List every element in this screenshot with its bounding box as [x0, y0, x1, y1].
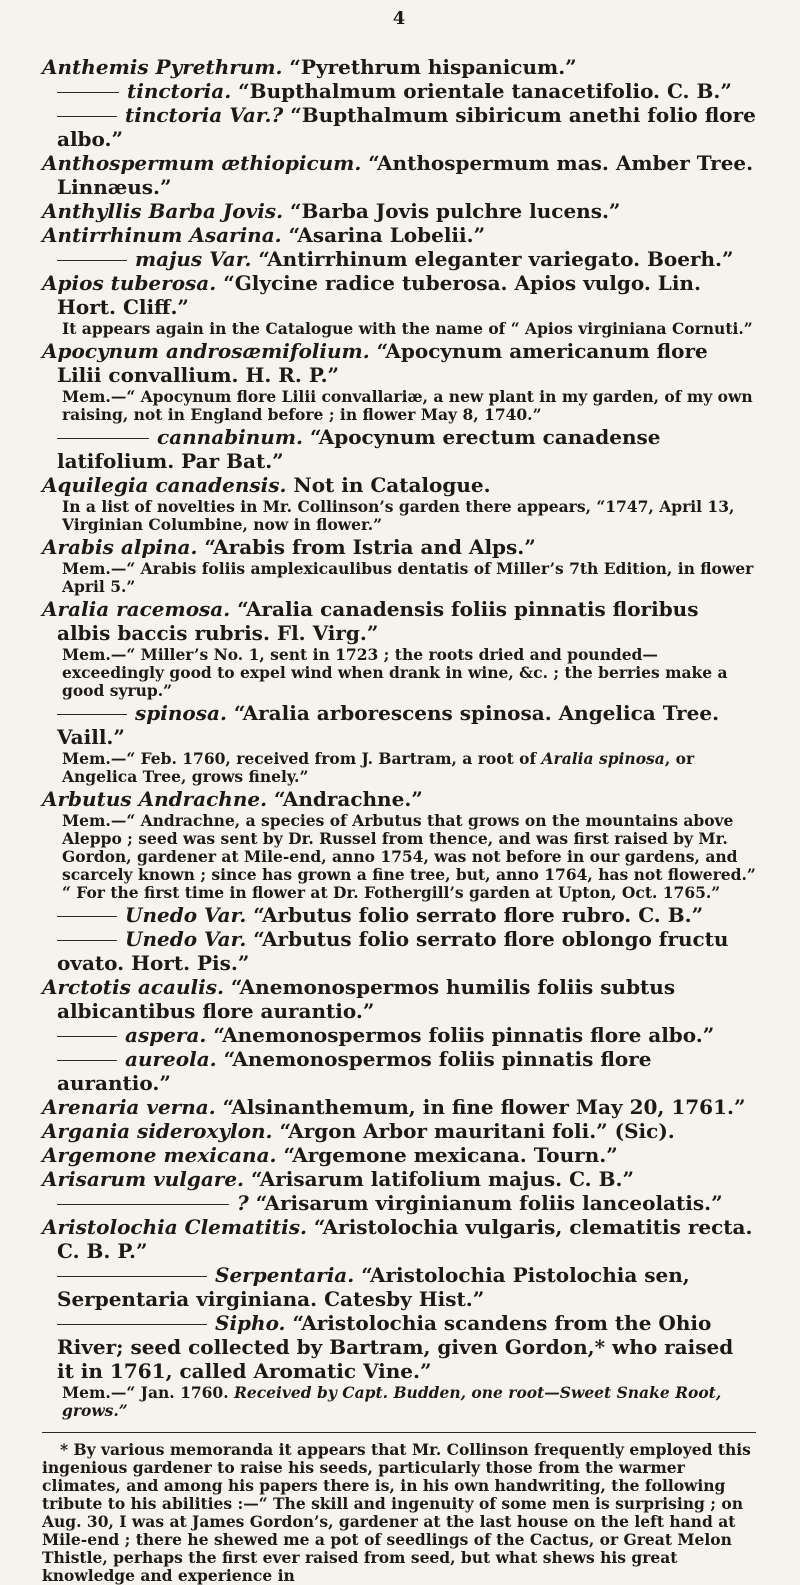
entry-text: “Barba Jovis pulchre lucens.” [290, 199, 621, 223]
entry-name: Argania sideroxylon. [42, 1119, 273, 1143]
entry-text: “Aristolochia vulgaris, clematitis recta. C. B. P.” [57, 1215, 753, 1263]
entry-name: Unedo Var. [57, 927, 246, 951]
entry-text: “Aristolochia scandens from the Ohio River; seed collected by Bartram, given Gordon,* who raised it in 1761, called Aromatic Vine.” [57, 1311, 734, 1383]
entry [42, 927, 756, 975]
entry [42, 1095, 756, 1119]
entry-text: “Argon Arbor mauritani foli.” (Sic). [279, 1119, 675, 1143]
entry-text: “Anthospermum mas. Amber Tree. Linnæus.” [57, 151, 754, 199]
memorandum: Mem.—“ Arabis foliis amplexicaulibus dentatis of Miller’s 7th Edition, in flower April 5.” [62, 559, 754, 596]
memo-italic: Aralia spinosa [541, 749, 665, 768]
memo-italic: Received by Capt. Budden, one root—Sweet Snake Root, grows.” [62, 1383, 722, 1420]
entry [42, 1047, 756, 1095]
memorandum [62, 1384, 756, 1420]
entry-name: aureola. [57, 1047, 217, 1071]
entry-name: Arctotis acaulis. [42, 975, 224, 999]
entry-name: Argemone mexicana. [42, 1143, 277, 1167]
entry-name: majus Var. [57, 247, 251, 271]
memo-text: Mem.—“ Feb. 1760, received from J. Bartram, a root of [62, 749, 542, 768]
entry-text: Not in Catalogue. [293, 473, 491, 497]
entry-name: Apios tuberosa. [42, 271, 217, 295]
entry [42, 1119, 756, 1143]
entry-name: Aquilegia canadensis. [42, 473, 287, 497]
entry [42, 247, 756, 271]
entry-name: Apocynum androsæmifolium. [42, 339, 370, 363]
entry-name: cannabinum. [57, 425, 303, 449]
entry-text: “Antirrhinum eleganter variegato. Boerh.” [258, 247, 734, 271]
memorandum: Mem.—“ Miller’s No. 1, sent in 1723 ; the roots dried and pounded—exceedingly good to expel wind when drank in wine, &c. ; the berries make a good syrup.” [62, 645, 728, 700]
entry [42, 787, 756, 811]
footnote: * By various memoranda it appears that Mr. Collinson frequently employed this ingenious gardener to raise his seeds, particularly those from the warmer climates, and among his papers there is, in his own handwriting, the following tribute to his abilities :—“ The skill and ingenuity of some men is surprising ; on Aug. 30, I was at James Gordon’s, gardener at the last house on the left hand at Mile-end ; there he shewed me a pot of seedlings of the Cactus, or Great Melon Thistle, perhaps the first ever raised from seed, but what shews his great knowledge and experience in [42, 1440, 751, 1585]
entry-name: spinosa. [57, 701, 227, 725]
entry [42, 1263, 756, 1311]
entry-name: Sipho. [57, 1311, 286, 1335]
entry-text: “Andrachne.” [274, 787, 423, 811]
entry [42, 1215, 756, 1263]
entry-text: “Anemonospermos humilis foliis subtus albicantibus flore aurantio.” [57, 975, 676, 1023]
entry-name: tinctoria Var.? [57, 103, 283, 127]
entry-text: “Anemonospermos foliis pinnatis flore albo.” [213, 1023, 715, 1047]
entry [42, 473, 756, 497]
entry [42, 701, 756, 749]
entry [42, 1143, 756, 1167]
entry-name: Serpentaria. [57, 1263, 354, 1287]
entry-text: “Anemonospermos foliis pinnatis flore aurantio.” [57, 1047, 652, 1095]
entry-text: “Glycine radice tuberosa. Apios vulgo. Lin. Hort. Cliff.” [57, 271, 701, 319]
entry [42, 1191, 756, 1215]
entry-name: ? [57, 1191, 249, 1215]
entry-text: “Apocynum erectum canadense latifolium. Par Bat.” [57, 425, 661, 473]
entry [42, 79, 756, 103]
entry-name: Unedo Var. [57, 903, 246, 927]
entry-name: Anthospermum æthiopicum. [42, 151, 362, 175]
entry [42, 1023, 756, 1047]
entry-text: “Aristolochia Pistolochia sen, Serpentaria virginiana. Catesby Hist.” [57, 1263, 690, 1311]
entry [42, 535, 756, 559]
entry [42, 199, 756, 223]
entry [42, 151, 756, 199]
entry-name: Anthemis Pyrethrum. [42, 55, 283, 79]
entry [42, 597, 756, 645]
entry-text: “Apocynum americanum flore Lilii convallium. H. R. P.” [57, 339, 708, 387]
entry-text: “Asarina Lobelii.” [288, 223, 486, 247]
entry-text: “Pyrethrum hispanicum.” [289, 55, 577, 79]
entry-name: Arenaria verna. [42, 1095, 216, 1119]
entry [42, 55, 756, 79]
entry-text: “Arisarum latifolium majus. C. B.” [250, 1167, 634, 1191]
memo-text: Mem.—“ Jan. 1760. [62, 1383, 234, 1402]
entry-name: Arabis alpina. [42, 535, 198, 559]
entry-name: Arbutus Andrachne. [42, 787, 268, 811]
memorandum [62, 750, 756, 786]
entry-text: “Aralia canadensis foliis pinnatis floribus albis baccis rubris. Fl. Virg.” [57, 597, 699, 645]
entry [42, 1311, 756, 1383]
entry-text: “Argemone mexicana. Tourn.” [283, 1143, 618, 1167]
entry [42, 903, 756, 927]
memorandum: Mem.—“ Apocynum flore Lilii convallariæ, a new plant in my garden, of my own raising, not in England before ; in flower May 8, 1740.” [62, 387, 753, 424]
entry-text: “Bupthalmum sibiricum anethi folio flore albo.” [57, 103, 756, 151]
entry-text: “Arbutus folio serrato flore rubro. C. B.” [253, 903, 704, 927]
entry-text: “Alsinanthemum, in fine flower May 20, 1761.” [222, 1095, 746, 1119]
entry [42, 271, 756, 319]
memorandum: Mem.—“ Andrachne, a species of Arbutus that grows on the mountains above Aleppo ; seed was sent by Dr. Russel from thence, and was first raised by Mr. Gordon, gardener at Mile-end, anno 1754, was not before in our gardens, and scarcely known ; since has grown a fine tree, but, anno 1764, has not flowered.” “ For the first time in flower at Dr. Fothergill’s garden at Upton, Oct. 1765.” [62, 811, 756, 902]
entry [42, 1167, 756, 1191]
entry-name: Anthyllis Barba Jovis. [42, 199, 284, 223]
entry-text: “Arabis from Istria and Alps.” [204, 535, 536, 559]
entry [42, 425, 756, 473]
entry-name: Aralia racemosa. [42, 597, 231, 621]
entry-text: “Arbutus folio serrato flore oblongo fructu ovato. Hort. Pis.” [57, 927, 729, 975]
entry-text: “Arisarum virginianum foliis lanceolatis.” [255, 1191, 723, 1215]
entry-name: aspera. [57, 1023, 206, 1047]
entry [42, 103, 756, 151]
entry-name: Antirrhinum Asarina. [42, 223, 282, 247]
entry-name: tinctoria. [57, 79, 231, 103]
entry-name: Aristolochia Clematitis. [42, 1215, 307, 1239]
entry-text: “Aralia arborescens spinosa. Angelica Tree. Vaill.” [57, 701, 720, 749]
page-number: 4 [392, 8, 406, 29]
note: In a list of novelties in Mr. Collinson’s garden there appears, “1747, April 13, Virginian Columbine, now in flower.” [62, 497, 735, 534]
entry [42, 223, 756, 247]
entry-text: “Bupthalmum orientale tanacetifolio. C. B.” [238, 79, 732, 103]
memo-text: , or Angelica Tree, grows finely.” [62, 749, 695, 786]
note: It appears again in the Catalogue with the name of “ Apios virginiana Cornuti.” [62, 319, 753, 338]
entry-name: Arisarum vulgare. [42, 1167, 245, 1191]
entry [42, 975, 756, 1023]
entry [42, 339, 756, 387]
